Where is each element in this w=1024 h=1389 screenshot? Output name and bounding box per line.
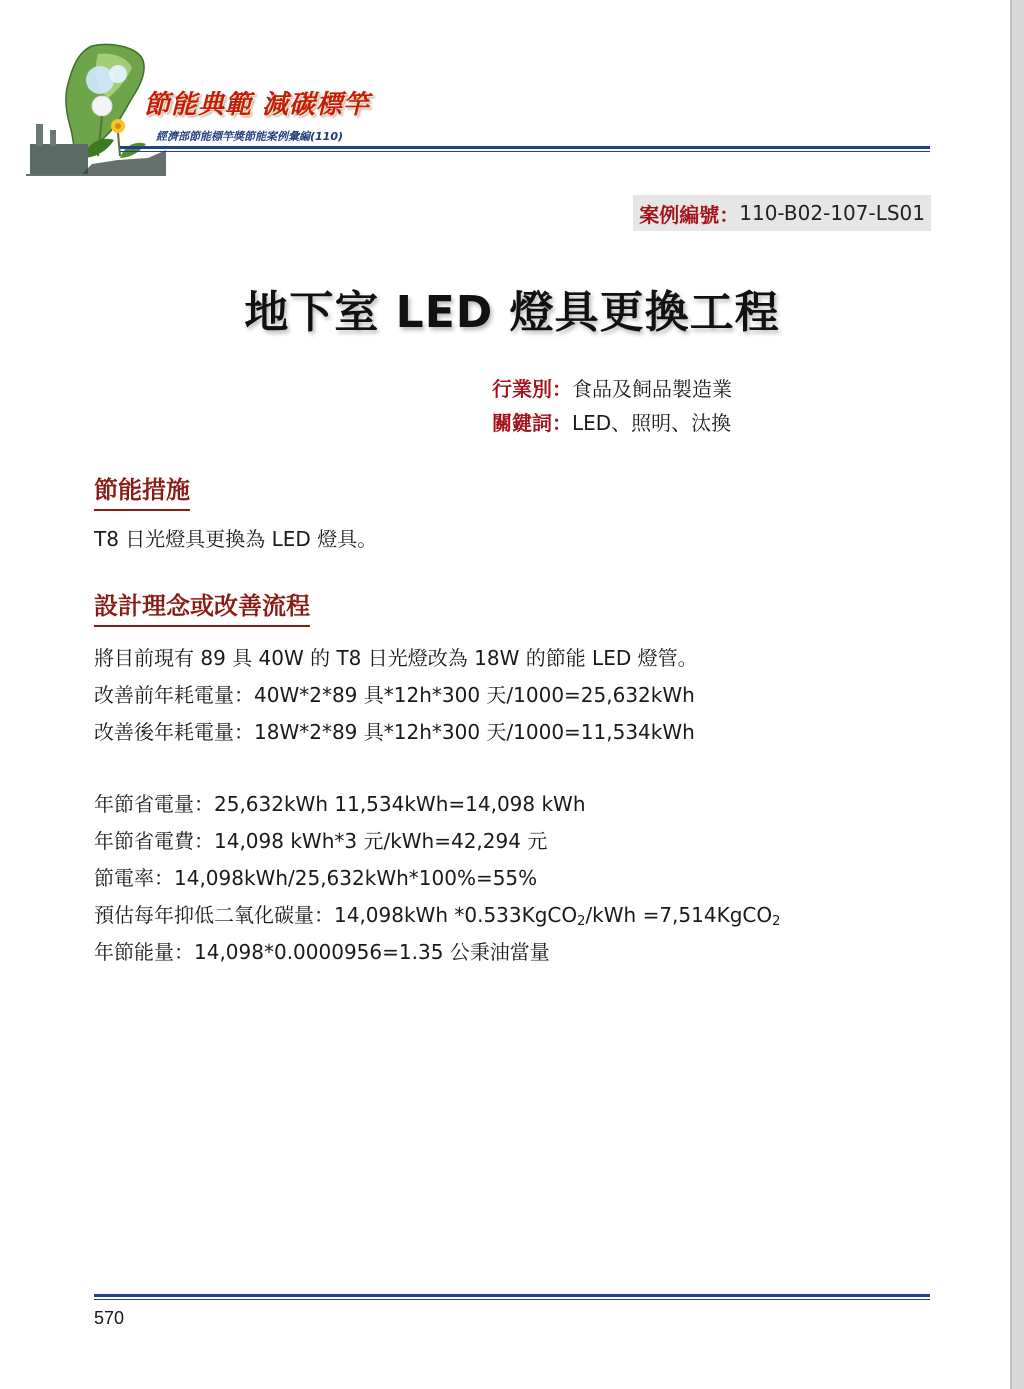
co2-prefix: 預估每年抑低二氧化碳量：14,098kWh *0.533KgCO [94, 903, 578, 927]
page-title: 地下室 LED 燈具更換工程 [244, 287, 780, 338]
logo-title: 節能典範 減碳標竿 [144, 90, 371, 120]
footer-rule [94, 1294, 930, 1297]
design-line: 將目前現有 89 具 40W 的 T8 日光燈改為 18W 的節能 LED 燈管。 [94, 646, 698, 670]
section-heading-measures: 節能措施 [94, 470, 190, 511]
co2-middle: /kWh =7,514KgCO [585, 903, 773, 927]
section-heading-design: 設計理念或改善流程 [94, 586, 310, 627]
header-rule-thin [120, 151, 930, 152]
page-number: 570 [94, 1308, 125, 1328]
design-line: 改善後年耗電量：18W*2*89 具*12h*300 天/1000=11,534kWh [94, 720, 695, 744]
keywords-value: LED、照明、汰換 [572, 411, 732, 435]
design-lines-a [94, 640, 698, 751]
co2-subscript: 2 [577, 914, 586, 929]
industry-label: 行業別： [492, 377, 572, 401]
savings-line: 年節省電量：25,632kWh 11,534kWh=14,098 kWh [94, 792, 586, 816]
measures-text: T8 日光燈具更換為 LED 燈具。 [94, 527, 378, 551]
design-line: 改善前年耗電量：40W*2*89 具*12h*300 天/1000=25,632kWh [94, 683, 695, 707]
industry-value: 食品及飼品製造業 [572, 377, 732, 401]
industry-row [492, 372, 732, 406]
case-number-box [633, 195, 931, 231]
co2-subscript: 2 [772, 914, 781, 929]
footer-rule-thin [94, 1299, 930, 1300]
co2-line [94, 897, 780, 934]
savings-line: 年節省電費：14,098 kWh*3 元/kWh=42,294 元 [94, 829, 548, 853]
case-number-label: 案例編號： [639, 202, 740, 227]
keywords-row [492, 406, 732, 440]
savings-line: 節電率：14,098kWh/25,632kWh*100%=55% [94, 866, 538, 890]
page-edge [1010, 0, 1024, 1389]
case-meta [492, 372, 732, 440]
logo-subtitle: 經濟部節能標竿獎節能案例彙編(110) [156, 130, 344, 143]
design-lines-b [94, 786, 780, 971]
keywords-label: 關鍵詞： [492, 411, 572, 435]
case-number-value: 110-B02-107-LS01 [739, 201, 925, 225]
energy-saving-line: 年節能量：14,098*0.0000956=1.35 公秉油當量 [94, 940, 550, 964]
header-rule [120, 146, 930, 149]
